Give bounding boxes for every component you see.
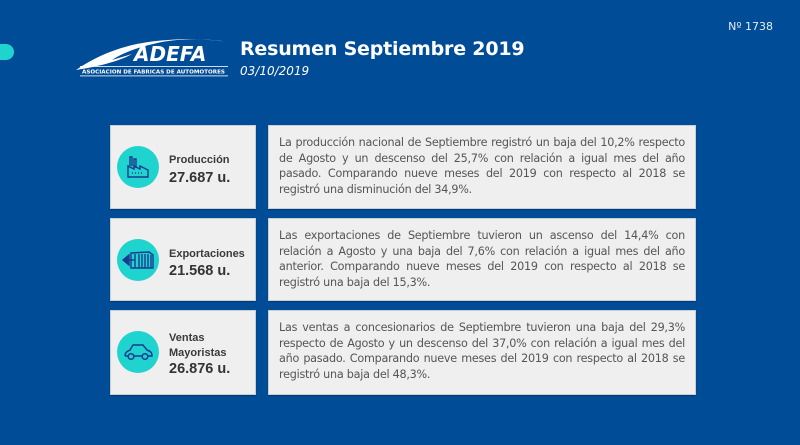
stat-value: 26.876 u. [169, 361, 231, 377]
adefa-logo [72, 30, 232, 78]
stat-value: 21.568 u. [169, 263, 231, 279]
svg-text:ASOCIACION DE FABRICAS DE AUTO: ASOCIACION DE FABRICAS DE AUTOMOTORES [82, 69, 225, 76]
stat-label: Producción [169, 154, 230, 166]
description-card-exportaciones [268, 218, 696, 301]
svg-text:ADEFA: ADEFA [134, 42, 207, 66]
stat-card-produccion [110, 125, 256, 209]
stat-card-ventas-mayoristas [110, 310, 256, 395]
stat-card-exportaciones [110, 218, 256, 301]
report-date: 03/10/2019 [240, 64, 310, 78]
export-container-icon [117, 239, 159, 281]
document-number: Nº 1738 [728, 20, 773, 33]
accent-pill [0, 44, 14, 60]
page-title: Resumen Septiembre 2019 [240, 38, 525, 60]
stat-description: Las ventas a concesionarios de Septiembre tuvieron una baja del 29,3% respecto de Agosto y un descenso del 37,0% con relación a igual mes del año pasado. Comparando nueve meses del 2019 con respecto al 2018 se registró una baja del 48,3%. [279, 321, 685, 381]
stat-description: Las exportaciones de Septiembre tuvieron un ascenso del 14,4% con relación a Agosto y una baja del 7,6% con relación a igual mes del año anterior. Comparando nueve meses del 2019 con respecto al 2018 se registró una baja del 15,3%. [279, 229, 685, 289]
stat-value: 27.687 u. [169, 170, 231, 186]
factory-icon [117, 146, 159, 188]
stat-label: Exportaciones [169, 248, 245, 260]
description-card-produccion [268, 125, 696, 209]
stat-description: La producción nacional de Septiembre registró un baja del 10,2% respecto de Agosto y un descenso del 25,7% con relación a igual mes del año pasado. Comparando nueve meses del 2019 con respecto al 2018 se registró una disminución del 34,9%. [279, 136, 685, 196]
car-icon [117, 331, 159, 373]
stat-label: Ventas Mayoristas [169, 332, 227, 359]
description-card-ventas-mayoristas [268, 310, 696, 395]
